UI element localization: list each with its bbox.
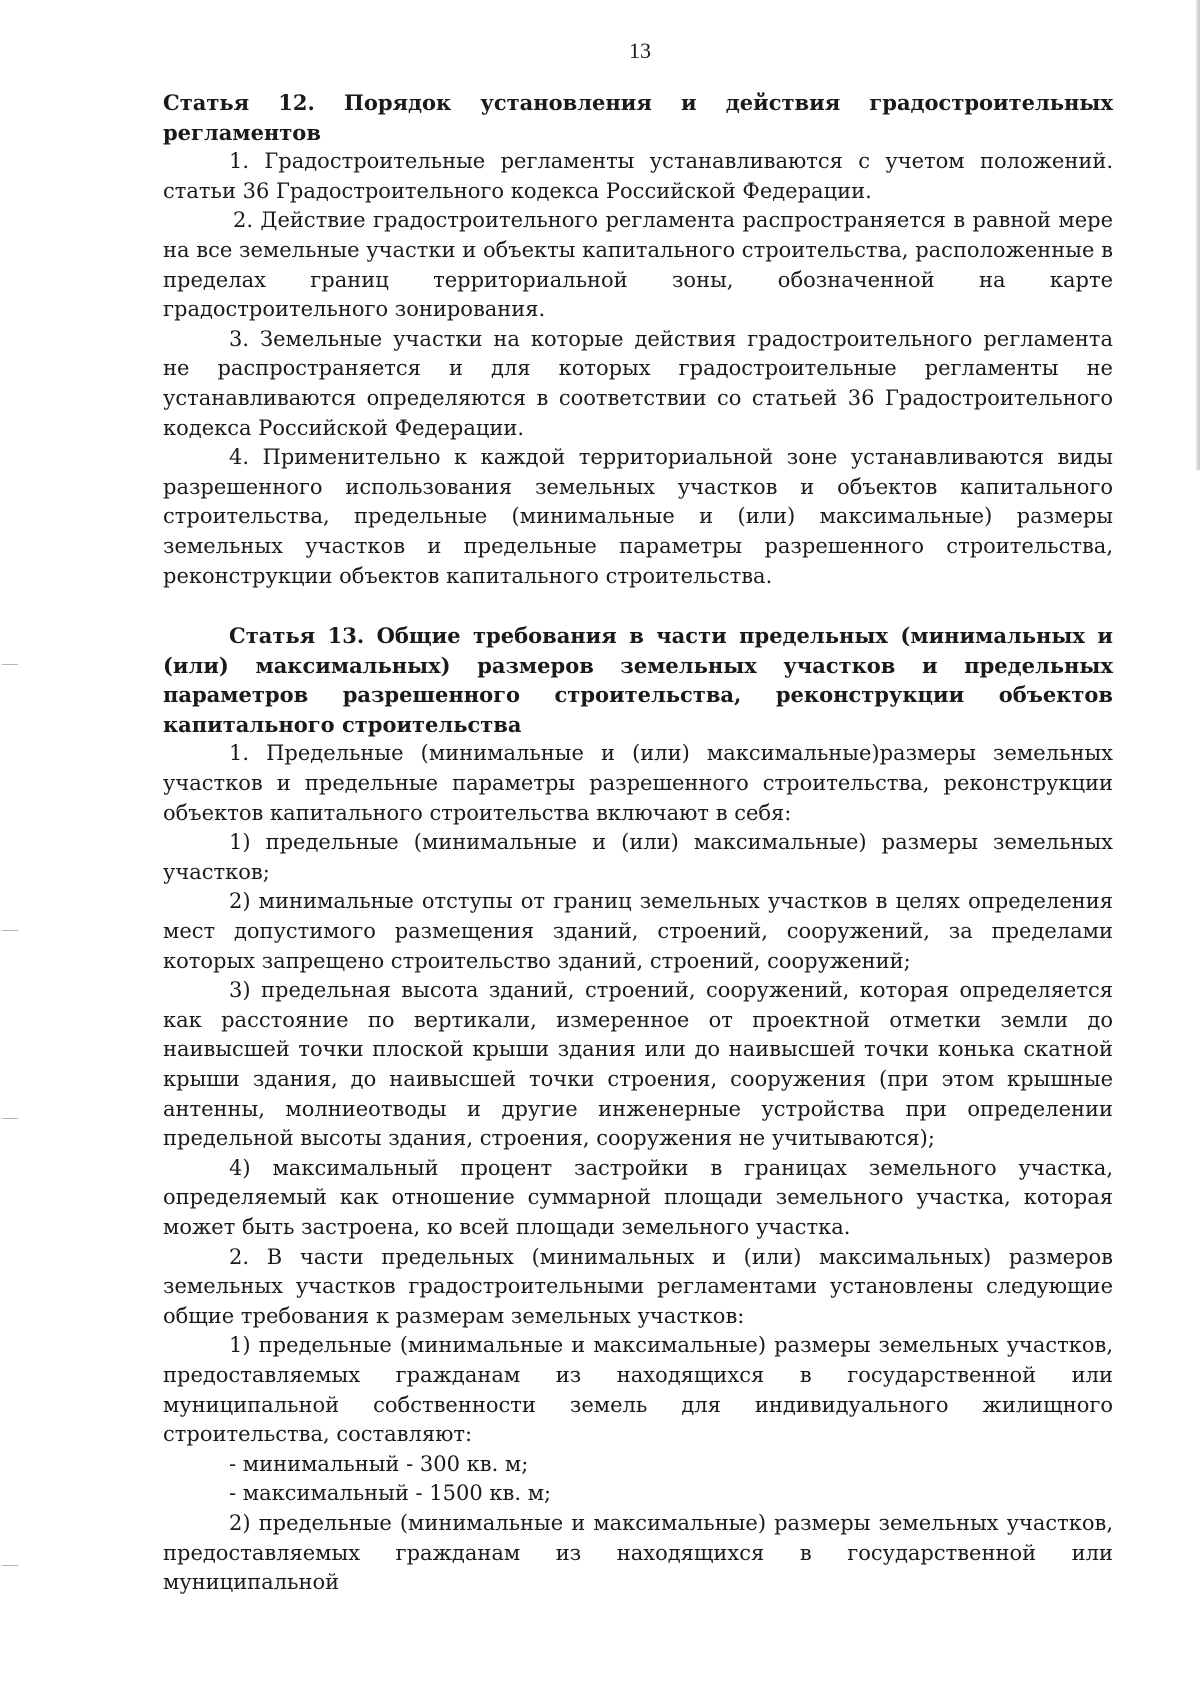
article-13-item-2: 2) минимальные отступы от границ земельных участков в целях определения мест допустимого размещения зданий, строений, сооружений, за пределами которых запрещено строительство зданий, строений, сооружений; — [163, 889, 1113, 973]
scan-edge-mark — [2, 1118, 18, 1119]
article-12-paragraph-4: 4. Применительно к каждой территориальной зоне устанавливаются виды разрешенного использования земельных участков и объектов капитального строительства, предельные (минимальные и (или) максимальные) размеры земельных участков и предельные параметры разрешенного строительства, реконструкции объектов капитального строительства. — [163, 445, 1113, 588]
article-13-paragraph-2: 2. В части предельных (минимальных и (или) максимальных) размеров земельных участков градостроительными регламентами установлены следующие общие требования к размерам земельных участков: — [163, 1244, 1113, 1328]
scan-edge-mark — [2, 664, 18, 665]
article-13-paragraph-1: 1. Предельные (минимальные и (или) максимальные)размеры земельных участков и предельные параметры разрешенного строительства, реконструкции объектов капитального строительства включают в себя: — [163, 741, 1113, 825]
scan-edge-mark — [2, 930, 18, 931]
article-13-item-1: 1) предельные (минимальные и (или) максимальные) размеры земельных участков; — [163, 830, 1113, 884]
article-12-paragraph-1: 1. Градостроительные регламенты устанавливаются с учетом положений. статьи 36 Градостроительного кодекса Российской Федерации. — [163, 149, 1113, 203]
maximum-size-item: - максимальный - 1500 кв. м; — [229, 1481, 552, 1506]
article-13-subitem-2: 2) предельные (минимальные и максимальные) размеры земельных участков, предоставляемых гражданам из находящихся в государственной или муниципальной — [163, 1510, 1113, 1595]
article-13 — [163, 621, 1113, 1598]
article-12-paragraph-3: 3. Земельные участки на которые действия градостроительного регламента не распространяется и для которых градостроительные регламенты не устанавливаются определяются в соответствии со статьей 36 Градостроительного кодекса Российской Федерации. — [163, 326, 1113, 440]
article-12 — [163, 88, 1113, 591]
scan-right-edge — [1196, 0, 1200, 470]
document-body — [163, 88, 1113, 1598]
article-13-subitem-1: 1) предельные (минимальные и максимальные) размеры земельных участков, предоставляемых гражданам из находящихся в государственной или муниципальной собственности земель для индивидуального жилищного строительства, составляют: — [163, 1333, 1113, 1447]
section-spacer — [163, 591, 1113, 621]
article-12-heading: Статья 12. Порядок установления и действия градостроительных регламентов — [163, 90, 1113, 145]
article-13-heading: Статья 13. Общие требования в части предельных (минимальных и (или) максимальных) размеров земельных участков и предельных параметров разрешенного строительства, реконструкции объектов капитального строительства — [163, 623, 1113, 737]
scan-edge-mark — [2, 1565, 18, 1566]
article-12-paragraph-2: 2. Действие градостроительного регламента распространяется в равной мере на все земельные участки и объекты капитального строительства, расположенные в пределах границ территориальной зоны, обозначенной на карте градостроительного зонирования. — [163, 208, 1113, 322]
article-13-item-3: 3) предельная высота зданий, строений, сооружений, которая определяется как расстояние по вертикали, измеренное от проектной отметки земли до наивысшей точки плоской крыши здания или до наивысшей точки конька скатной крыши здания, до наивысшей точки строения, сооружения (при этом крышные антенны, молниеотводы и другие инженерные устройства при определении предельной высоты здания, строения, сооружения не учитываются); — [163, 978, 1113, 1151]
article-13-item-4: 4) максимальный процент застройки в границах земельного участка, определяемый как отношение суммарной площади земельного участка, которая может быть застроена, ко всей площади земельного участка. — [163, 1155, 1113, 1239]
minimum-size-item: - минимальный - 300 кв. м; — [229, 1451, 529, 1476]
page-number: 13 — [629, 38, 651, 63]
